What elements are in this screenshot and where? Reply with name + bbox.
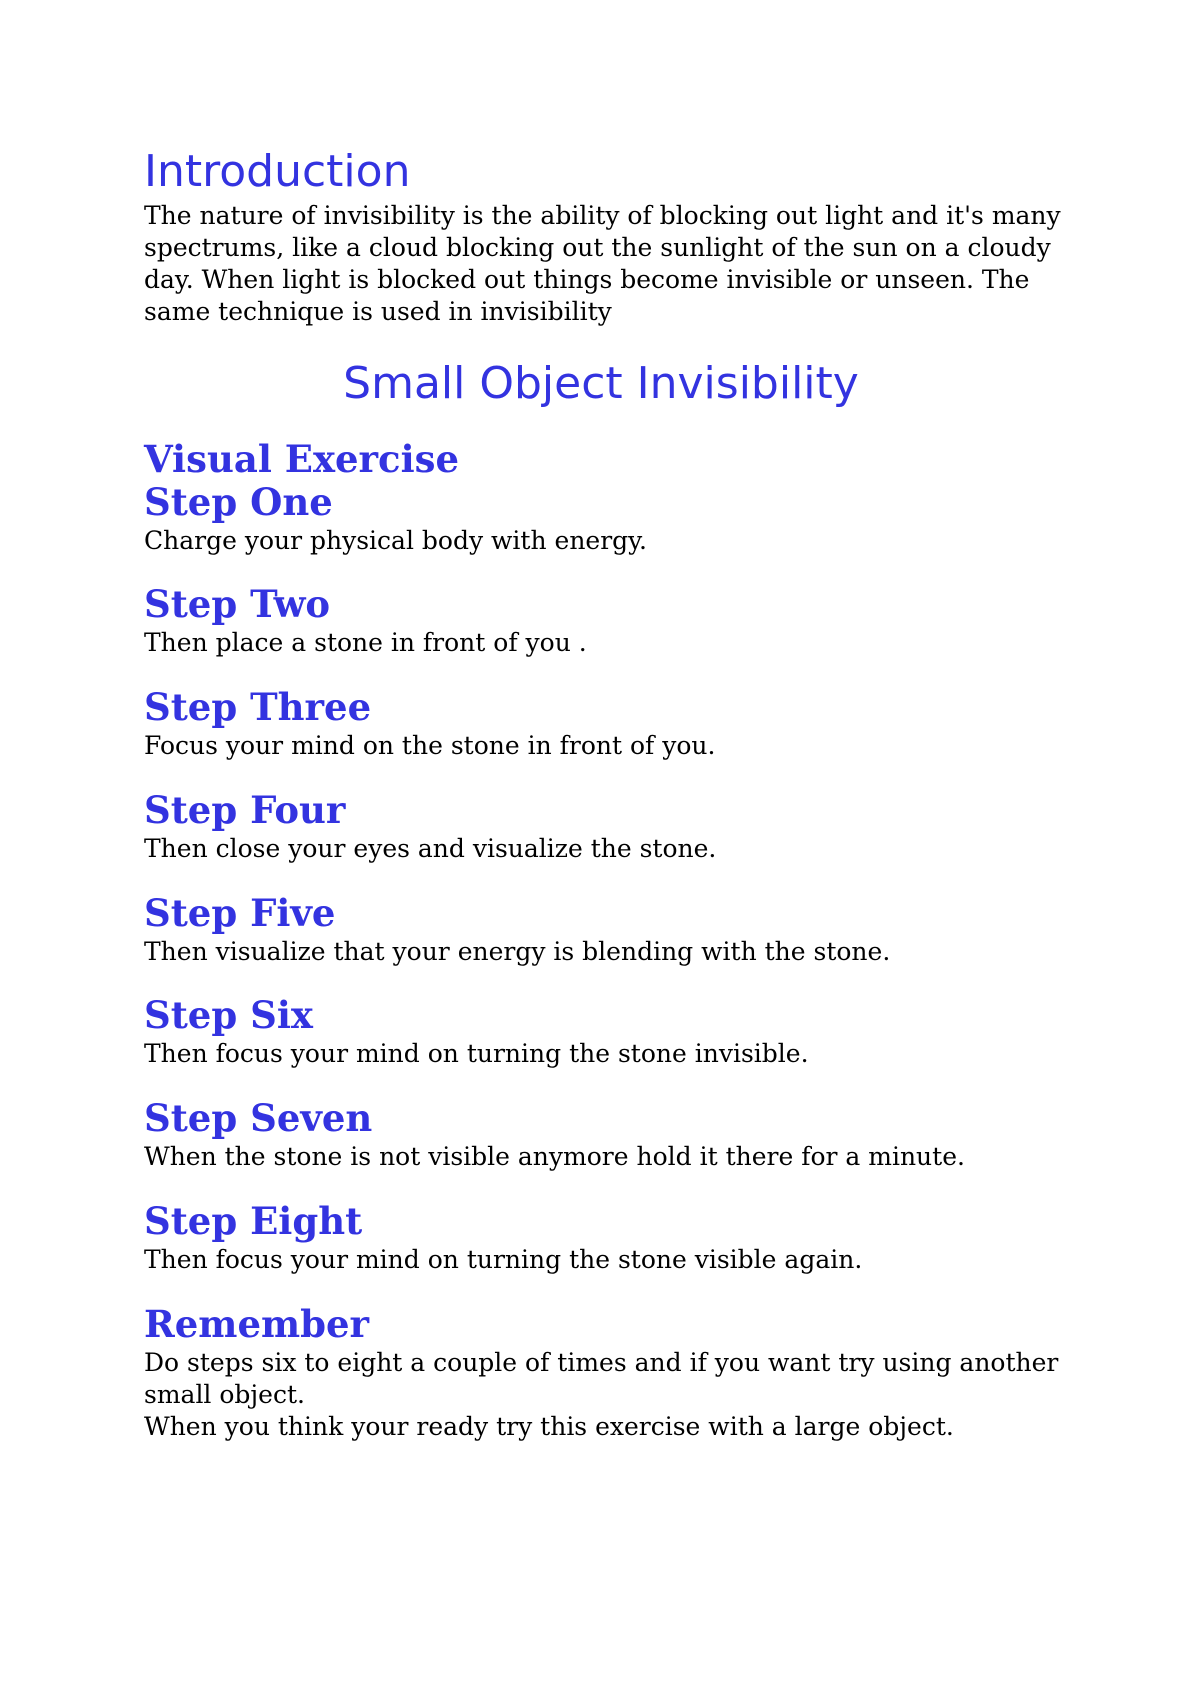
step-text: Then place a stone in front of you . <box>144 628 587 657</box>
step-eight <box>144 1200 1084 1276</box>
step-text: Focus your mind on the stone in front of you. <box>144 731 716 760</box>
remember-text-line-2: When you think your ready try this exercise with a large object. <box>144 1412 954 1441</box>
step-text: When the stone is not visible anymore hold it there for a minute. <box>144 1142 965 1171</box>
remember-text-line-1: Do steps six to eight a couple of times and if you want try using another small object. <box>144 1348 1059 1409</box>
step-five <box>144 892 1084 968</box>
introduction-heading: Introduction <box>144 146 411 197</box>
step-heading: Step Four <box>144 788 346 832</box>
step-seven <box>144 1097 1084 1173</box>
step-three <box>144 686 1084 762</box>
step-text: Then close your eyes and visualize the stone. <box>144 834 717 863</box>
step-four <box>144 789 1084 865</box>
step-heading: Step Two <box>144 582 331 626</box>
step-one <box>144 481 1084 557</box>
step-heading: Step Seven <box>144 1096 373 1140</box>
step-heading: Step One <box>144 480 333 524</box>
step-text: Charge your physical body with energy. <box>144 526 647 555</box>
exercise-heading: Visual Exercise <box>144 437 460 481</box>
step-heading: Step Six <box>144 993 313 1037</box>
step-heading: Step Five <box>144 891 336 935</box>
section-heading: Small Object Invisibility <box>343 358 859 409</box>
step-heading: Step Three <box>144 685 372 729</box>
step-two <box>144 583 1084 659</box>
step-text: Then visualize that your energy is blending with the stone. <box>144 937 891 966</box>
step-text: Then focus your mind on turning the stone visible again. <box>144 1245 863 1274</box>
step-text: Then focus your mind on turning the stone invisible. <box>144 1039 809 1068</box>
remember-section <box>144 1303 1084 1443</box>
step-heading: Step Eight <box>144 1199 363 1243</box>
introduction-paragraph: The nature of invisibility is the ability of blocking out light and it's many spectrums, like a cloud blocking out the sunlight of the sun on a cloudy day. When light is blocked out things become invisible or unseen. The same technique is used in invisibility <box>144 201 1061 326</box>
remember-heading: Remember <box>144 1302 370 1346</box>
step-six <box>144 994 1084 1070</box>
